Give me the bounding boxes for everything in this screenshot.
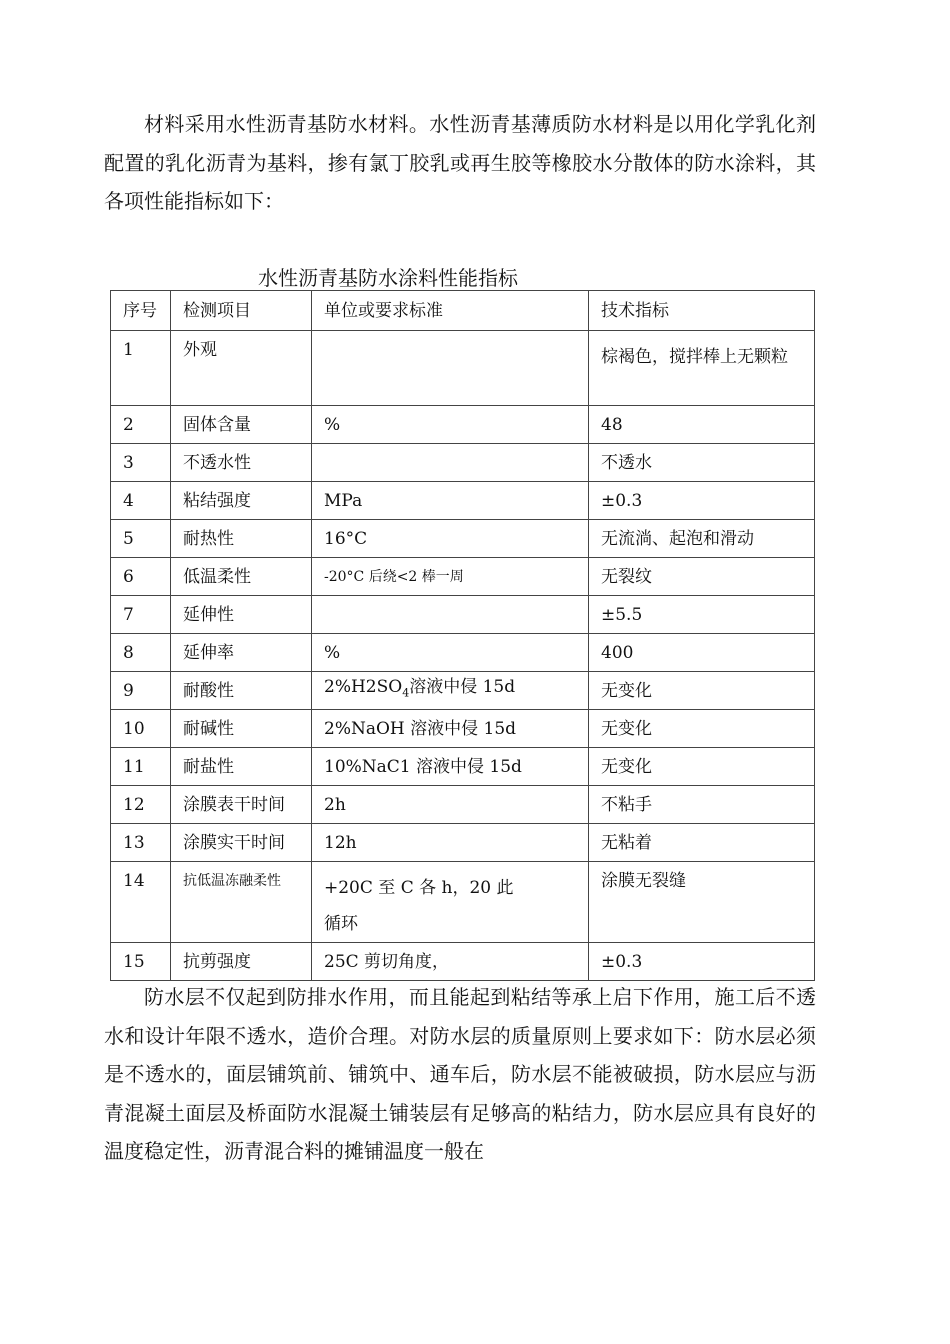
row-unit: %	[312, 406, 589, 444]
unit-subscript: 4	[402, 686, 410, 700]
table-row	[111, 558, 815, 596]
table-row	[111, 596, 815, 634]
row-unit: 2%NaOH 溶液中侵 15d	[312, 710, 589, 748]
row-spec: ±5.5	[589, 596, 815, 634]
row-item: 低温柔性	[171, 558, 312, 596]
row-item: 粘结强度	[171, 482, 312, 520]
performance-table	[110, 290, 815, 981]
row-unit: -20°C 后绕<2 棒一周	[312, 558, 589, 596]
row-item: 不透水性	[171, 444, 312, 482]
row-unit: MPa	[312, 482, 589, 520]
row-num: 13	[111, 824, 171, 862]
table-header-row	[111, 291, 815, 331]
table-row	[111, 943, 815, 981]
row-num: 15	[111, 943, 171, 981]
row-spec: 无粘着	[589, 824, 815, 862]
row-num: 12	[111, 786, 171, 824]
closing-paragraph: 防水层不仅起到防排水作用，而且能起到粘结等承上启下作用，施工后不透水和设计年限不透水，造价合理。对防水层的质量原则上要求如下：防水层必须是不透水的，面层铺筑前、铺筑中、通车后，防水层不能被破损，防水层应与沥青混凝土面层及桥面防水混凝土铺装层有足够高的粘结力，防水层应具有良好的温度稳定性，沥青混合料的摊铺温度一般在	[104, 985, 816, 1163]
table-row	[111, 786, 815, 824]
table-row	[111, 748, 815, 786]
row-unit: 12h	[312, 824, 589, 862]
header-num: 序号	[111, 291, 171, 331]
row-num: 5	[111, 520, 171, 558]
row-num: 14	[111, 862, 171, 943]
row-spec: 无变化	[589, 710, 815, 748]
row-num: 8	[111, 634, 171, 672]
row-num: 3	[111, 444, 171, 482]
intro-paragraph: 材料采用水性沥青基防水材料。水性沥青基薄质防水材料是以用化学乳化剂配置的乳化沥青为基料，掺有氯丁胶乳或再生胶等橡胶水分散体的防水涂料，其各项性能指标如下：	[104, 112, 816, 213]
row-item: 固体含量	[171, 406, 312, 444]
row-num: 9	[111, 672, 171, 710]
row-num: 7	[111, 596, 171, 634]
table-row	[111, 444, 815, 482]
unit-suffix: 溶液中侵 15d	[409, 677, 516, 698]
table-row	[111, 710, 815, 748]
row-unit	[312, 444, 589, 482]
row-spec: 不粘手	[589, 786, 815, 824]
header-item: 检测项目	[171, 291, 312, 331]
table-title: 水性沥青基防水涂料性能指标	[258, 266, 518, 290]
table-row	[111, 482, 815, 520]
row-item: 外观	[171, 331, 312, 406]
unit-prefix: 2%H2SO	[324, 677, 403, 698]
row-unit: 25C 剪切角度，	[312, 943, 589, 981]
row-unit	[312, 596, 589, 634]
row-num: 10	[111, 710, 171, 748]
row-item: 抗低温冻融柔性	[171, 862, 312, 943]
row-spec: 涂膜无裂缝	[589, 862, 815, 943]
row-item: 延伸率	[171, 634, 312, 672]
header-unit: 单位或要求标准	[312, 291, 589, 331]
row-spec: 无变化	[589, 672, 815, 710]
row-spec: 400	[589, 634, 815, 672]
row-spec: ±0.3	[589, 482, 815, 520]
table-row	[111, 520, 815, 558]
row-item: 耐酸性	[171, 672, 312, 710]
row-item: 涂膜实干时间	[171, 824, 312, 862]
row-item: 耐热性	[171, 520, 312, 558]
table-row	[111, 634, 815, 672]
table-row	[111, 406, 815, 444]
row-num: 4	[111, 482, 171, 520]
table-row	[111, 824, 815, 862]
row-unit	[312, 331, 589, 406]
table-row	[111, 862, 815, 943]
row-num: 11	[111, 748, 171, 786]
row-spec: 无流淌、起泡和滑动	[589, 520, 815, 558]
row-spec: 棕褐色，搅拌棒上无颗粒	[589, 331, 815, 406]
row-unit	[312, 672, 589, 710]
row-num: 1	[111, 331, 171, 406]
row-item: 延伸性	[171, 596, 312, 634]
row-num: 2	[111, 406, 171, 444]
row-unit: 16°C	[312, 520, 589, 558]
row-unit: +20C 至 C 各 h，20 此循环	[312, 862, 589, 943]
row-item: 涂膜表干时间	[171, 786, 312, 824]
row-item: 抗剪强度	[171, 943, 312, 981]
row-unit: 2h	[312, 786, 589, 824]
row-unit: %	[312, 634, 589, 672]
row-unit: 10%NaC1 溶液中侵 15d	[312, 748, 589, 786]
row-item: 耐碱性	[171, 710, 312, 748]
row-spec: 无变化	[589, 748, 815, 786]
row-spec: 48	[589, 406, 815, 444]
row-num: 6	[111, 558, 171, 596]
row-spec: 不透水	[589, 444, 815, 482]
table-row	[111, 331, 815, 406]
row-item: 耐盐性	[171, 748, 312, 786]
row-spec: 无裂纹	[589, 558, 815, 596]
table-row	[111, 672, 815, 710]
row-spec: ±0.3	[589, 943, 815, 981]
header-spec: 技术指标	[589, 291, 815, 331]
